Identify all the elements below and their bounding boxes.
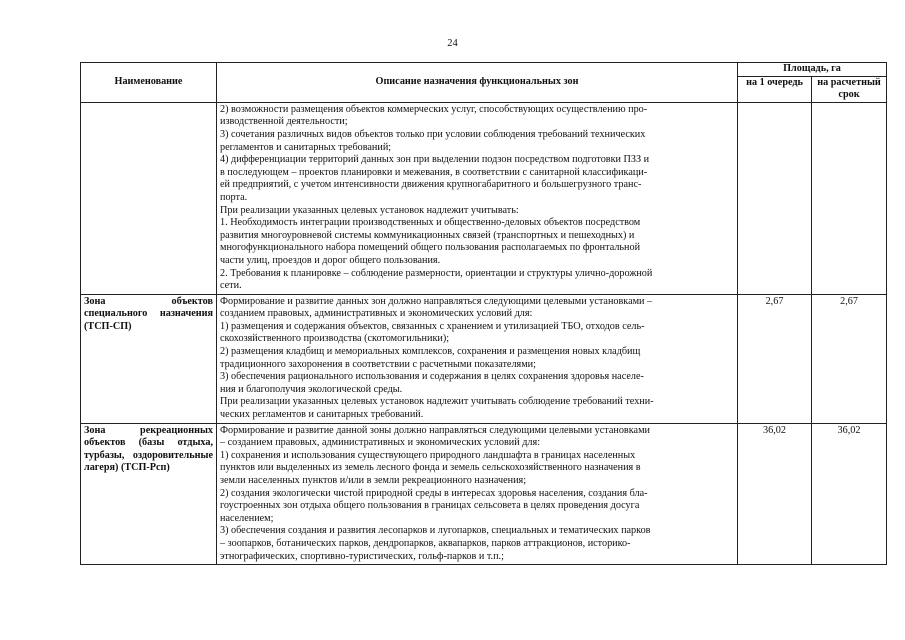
description-line: При реализации указанных целевых установок надлежит учитывать соблюдение требований техни- xyxy=(220,396,654,408)
description-line: ния и благополучия экологической среды. xyxy=(220,383,403,395)
description-line: 1. Необходимость интеграции производственных и общественно-деловых объектов посредством xyxy=(220,217,641,229)
description-line: части улиц, проездов и дорог общего пользования. xyxy=(220,254,441,266)
description-line: 3) обеспечения рационального использования и содержания в целях сохранения здоровья населе- xyxy=(220,371,644,383)
zone-description xyxy=(217,294,738,423)
area-estimated-value: 2,67 xyxy=(812,294,887,423)
area-estimated-value xyxy=(812,102,887,294)
table-row xyxy=(81,423,887,565)
description-line: 1) размещения и содержания объектов, связанных с хранением и утилизацией ТБО, отходов сель- xyxy=(220,320,645,332)
description-line: ческих регламентов и санитарных требований. xyxy=(220,409,424,421)
zones-table xyxy=(80,62,887,565)
description-line: развития многоуровневой системы коммуникационных связей (транспортных и пешеходных) и xyxy=(220,229,635,241)
zone-description xyxy=(217,102,738,294)
description-line: созданием правовых, административных и экономических условий для: xyxy=(220,308,533,320)
page-number: 24 xyxy=(447,38,458,49)
description-line: гоустроенных зон отдыха общего пользования в границах сельсовета в целях проведения досуга xyxy=(220,500,640,512)
area-estimated-value: 36,02 xyxy=(812,423,887,565)
description-line: 2) возможности размещения объектов коммерческих услуг, способствующих осуществлению про- xyxy=(220,103,648,115)
description-line: 2) создания экологически чистой природной среды в интересах здоровья населения, создания бла- xyxy=(220,487,648,499)
zone-description xyxy=(217,423,738,565)
header-area: Площадь, га xyxy=(738,63,887,77)
zone-name xyxy=(81,102,217,294)
description-line: населением; xyxy=(220,512,274,524)
description-line: в последующем – проектов планировки и межевания, в соответствии с санитарной классификаци- xyxy=(220,166,648,178)
description-line: ей предприятий, с учетом интенсивности движения крупногабаритного и большегрузного транс- xyxy=(220,179,642,191)
header-description: Описание назначения функциональных зон xyxy=(217,63,738,103)
description-line: 3) сочетания различных видов объектов только при условии соблюдения требований технических xyxy=(220,128,646,140)
table-row xyxy=(81,294,887,423)
description-line: этнографических, спортивно-туристических, гольф-парков и т.п.; xyxy=(220,550,504,562)
description-line: традиционного захоронения в соответствии с расчетными показателями; xyxy=(220,358,536,370)
area-first-value: 36,02 xyxy=(738,423,812,565)
description-line: Формирование и развитие данных зон должно направляться следующими целевыми установками – xyxy=(220,295,653,307)
zone-name: Зона объектов специального назначения (ТСП-СП) xyxy=(81,294,217,423)
header-area-first: на 1 очередь xyxy=(738,76,812,102)
description-line: 1) сохранения и использования существующего природного ландшафта в границах населенных xyxy=(220,449,636,461)
description-line: – зоопарков, ботанических парков, дендропарков, аквапарков, парков аттракционов, историко- xyxy=(220,537,631,549)
zone-name: Зона рекреационных объектов (базы отдыха, турбазы, оздоровительные лагеря) (ТСП-Рсп) xyxy=(81,423,217,565)
header-area-estimated: на расчетный срок xyxy=(812,76,887,102)
description-line: – созданием правовых, административных и экономических условий для: xyxy=(220,437,541,449)
description-line: 4) дифференциации территорий данных зон при выделении подзон посредством подготовки ПЗЗ и xyxy=(220,154,650,166)
description-line: 3) обеспечения создания и развития лесопарков и лугопарков, специальных и тематических парков xyxy=(220,525,651,537)
description-line: многофункционального набора помещений общего пользования располагаемых по фронтальной xyxy=(220,242,641,254)
description-line: скохозяйственного производства (скотомогильники); xyxy=(220,333,450,345)
area-first-value: 2,67 xyxy=(738,294,812,423)
description-line: При реализации указанных целевых установок надлежит учитывать: xyxy=(220,204,519,216)
description-line: пунктов или выделенных из земель лесного фонда и земель сельскохозяйственного назначения в xyxy=(220,462,641,474)
description-line: порта. xyxy=(220,191,248,203)
description-line: земли населенных пунктов и/или в земли рекреационного назначения; xyxy=(220,475,527,486)
table-row xyxy=(81,102,887,294)
area-first-value xyxy=(738,102,812,294)
header-name: Наименование xyxy=(81,63,217,103)
description-line: 2) размещения кладбищ и мемориальных комплексов, сохранения и размещения новых кладбищ xyxy=(220,346,641,358)
description-line: изводственной деятельности; xyxy=(220,116,348,128)
description-line: сети. xyxy=(220,280,242,292)
description-line: 2. Требования к планировке – соблюдение размерности, ориентации и структуры улично-дорожной xyxy=(220,267,653,279)
description-line: Формирование и развитие данной зоны должно направляться следующими целевыми установками xyxy=(220,424,650,436)
description-line: регламентов и санитарных требований; xyxy=(220,141,392,153)
